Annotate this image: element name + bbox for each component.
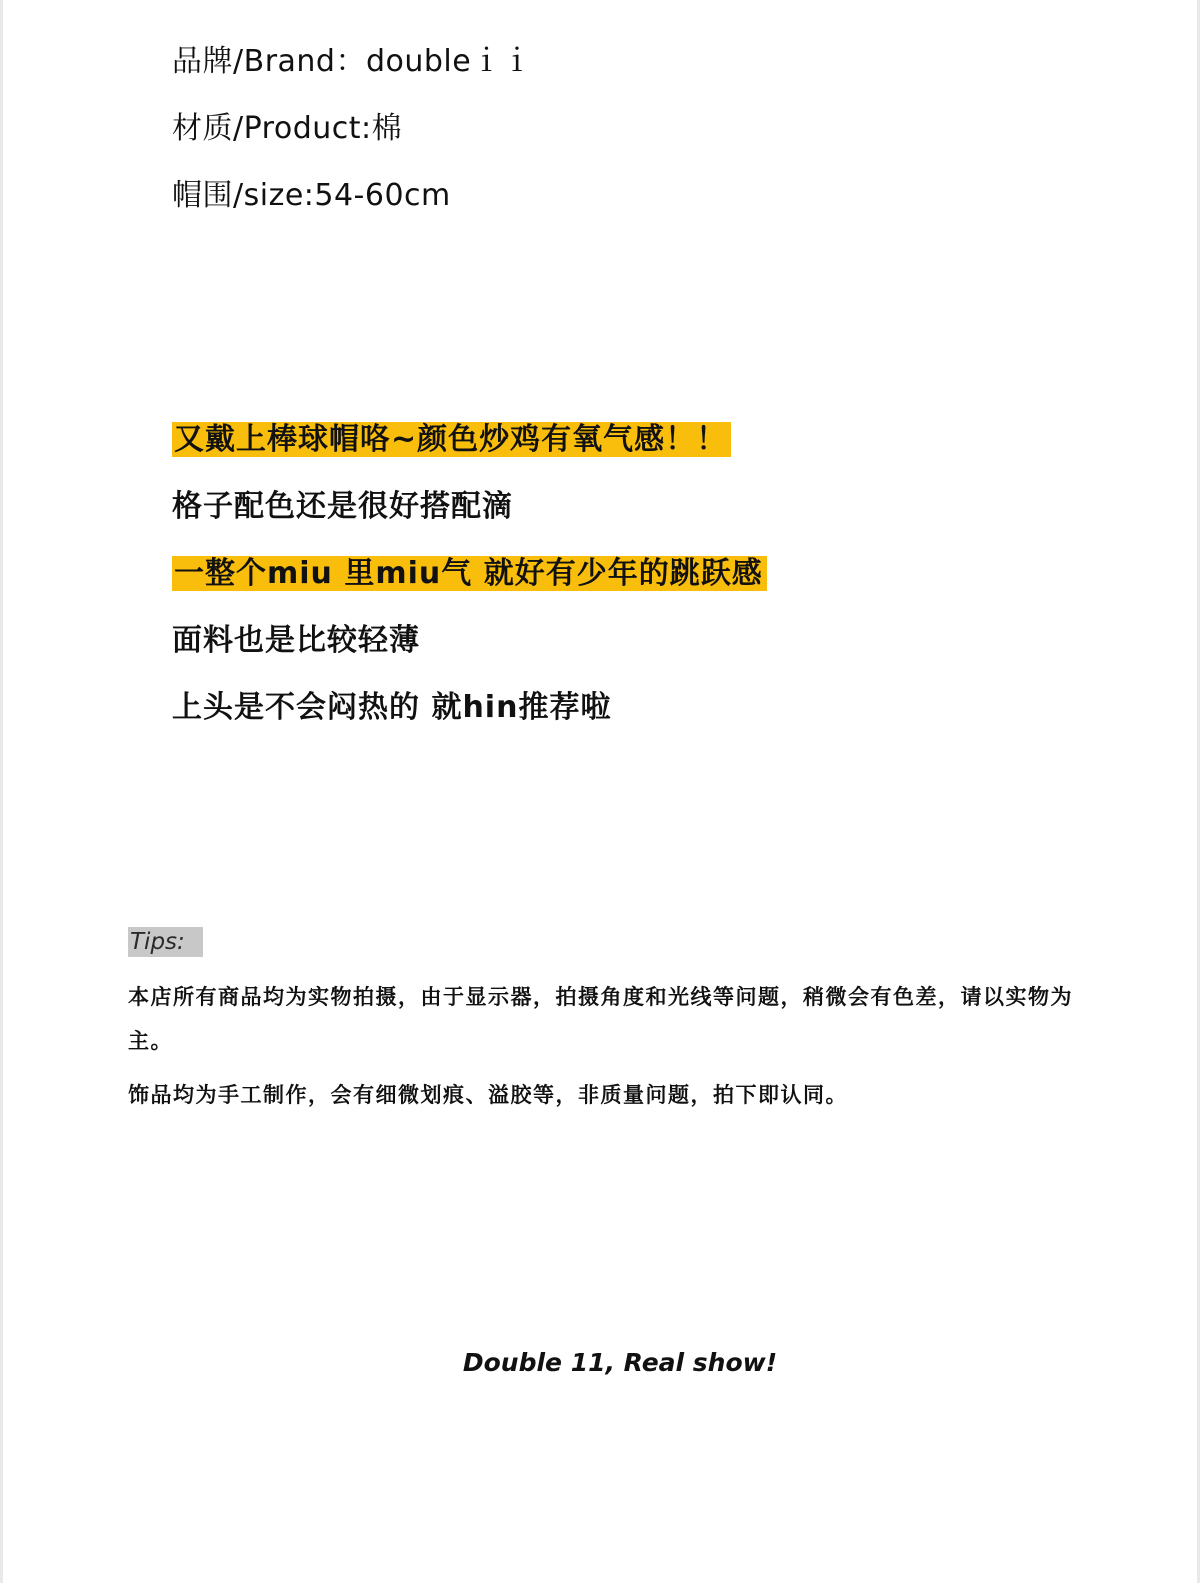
description-line: 面料也是比较轻薄 [172, 623, 420, 658]
slogan: Double 11, Real show! [462, 1348, 778, 1377]
description-line: 格子配色还是很好搭配滴 [172, 489, 513, 524]
material-spec: 材质/Product:棉 [172, 111, 403, 146]
highlight-mark: 又戴上棒球帽咯~颜色炒鸡有氧气感！！ [172, 422, 731, 457]
description-line: 上头是不会闷热的 就hin推荐啦 [172, 690, 612, 725]
brand-spec: 品牌/Brand：doubleｉｉ [172, 44, 533, 79]
description-line-highlighted [172, 421, 731, 459]
highlight-mark: 一整个miu 里miu气 就好有少年的跳跃感 [172, 556, 767, 591]
description-line-highlighted [172, 555, 767, 593]
tips-text-handmade-notice: 饰品均为手工制作，会有细微划痕、溢胶等，非质量问题，拍下即认同。 [128, 1083, 848, 1107]
tips-label: Tips: [128, 927, 203, 957]
size-spec: 帽围/size:54-60cm [172, 178, 451, 213]
tips-text-photo-notice: 本店所有商品均为实物拍摄，由于显示器，拍摄角度和光线等问题，稍微会有色差，请以实物为主。 [128, 985, 1073, 1053]
